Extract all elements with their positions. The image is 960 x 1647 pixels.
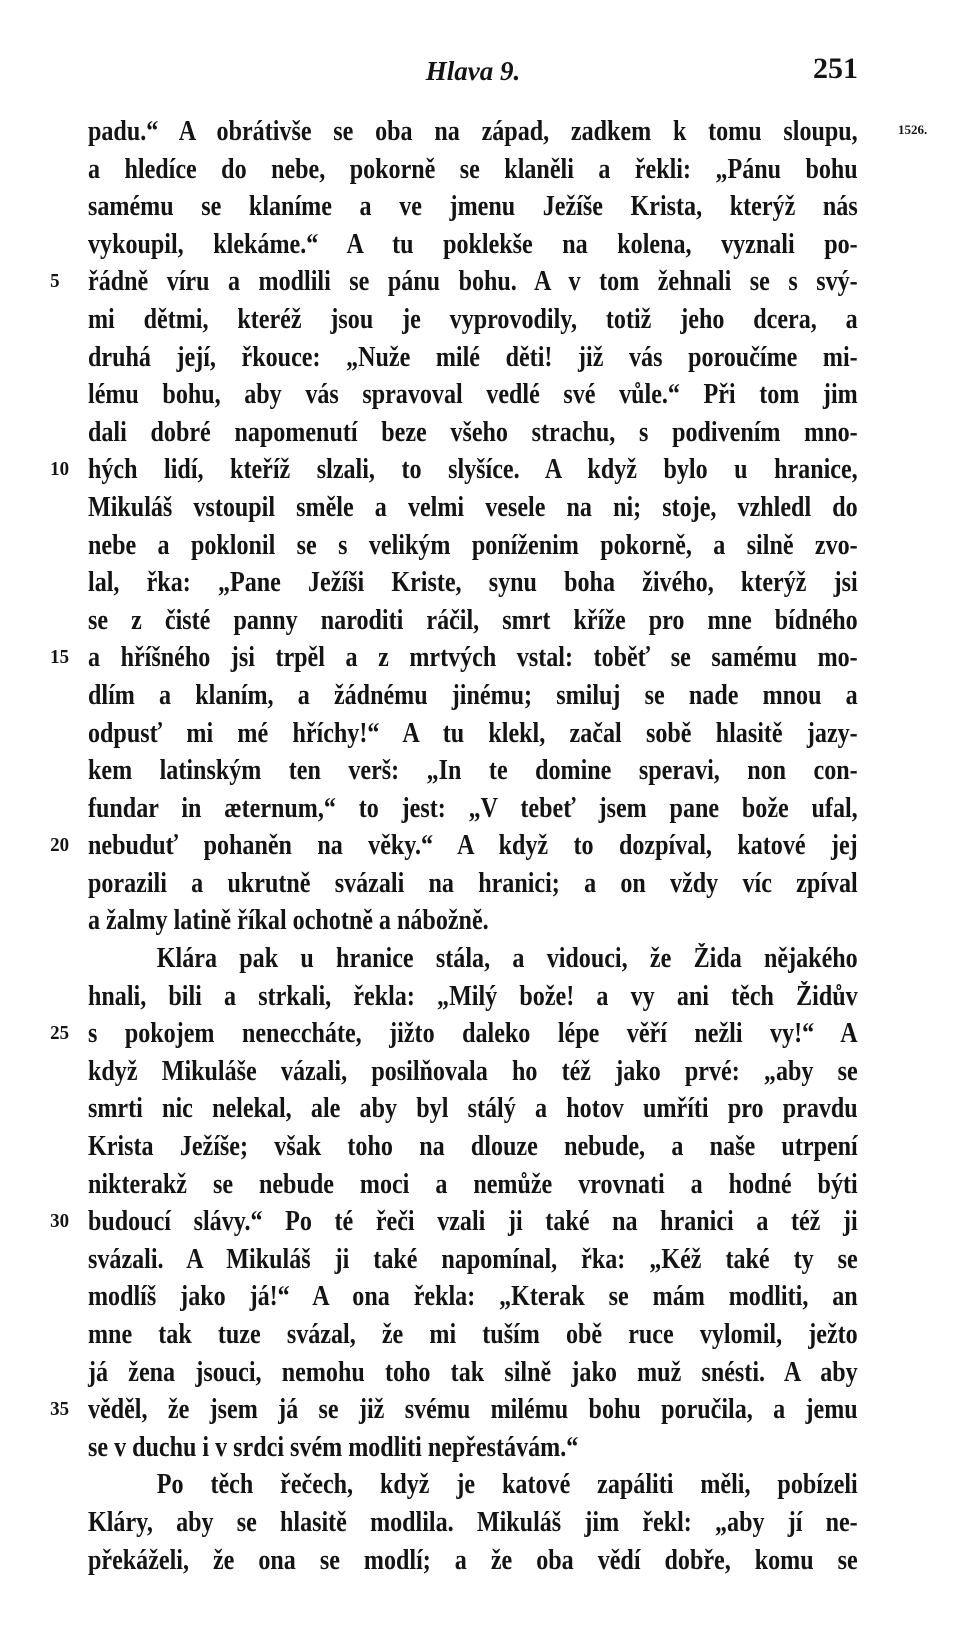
text-line (88, 376, 858, 414)
line-text: padu.“ A obrátivše se oba na západ, zadkem k tomu sloupu, (88, 116, 858, 147)
text-line (88, 226, 858, 264)
text-line (88, 489, 858, 527)
chapter-title: Hlava 9. (425, 56, 521, 86)
line-text: druhá její, řkouce: „Nuže milé děti! již vás poroučíme mi- (88, 341, 858, 373)
text-line (50, 451, 858, 489)
line-text: samému se klaníme a ve jmenu Ježíše Krista, kterýž nás (88, 191, 858, 223)
text-line (50, 639, 858, 677)
running-header (88, 52, 858, 92)
line-number: 20 (50, 834, 70, 857)
text-line (88, 301, 858, 339)
line-text: dlím a klaním, a žádnému jinému; smiluj se nade mnou a (88, 679, 858, 711)
text-line (50, 263, 858, 301)
text-line (88, 677, 858, 715)
line-text: se z čisté panny naroditi ráčil, smrt kříže pro mne bídného (88, 604, 858, 636)
text-line (88, 865, 858, 903)
page-number: 251 (813, 52, 858, 85)
line-text: a hledíce do nebe, pokorně se klaněli a řekli: „Pánu bohu (88, 153, 858, 185)
line-text: s pokojem neneccháte, jižto daleko lépe věří nežli vy!“ A (88, 1018, 858, 1050)
text-line (88, 1504, 858, 1542)
text-line (88, 564, 858, 602)
text-line (88, 1278, 858, 1316)
text-line (88, 188, 858, 226)
line-number: 25 (50, 1022, 70, 1045)
line-text: řádně víru a modlili se pánu bohu. A v tom žehnali se s svý- (88, 266, 858, 298)
line-text: Klára pak u hranice stála, a vidouci, že Žida nějakého (156, 943, 858, 975)
text-line (88, 978, 858, 1016)
line-text: a žalmy latině říkal ochotně a nábožně. (88, 905, 489, 937)
line-text: nikterakž se nebude moci a nemůže vrovnati a hodné býti (88, 1168, 858, 1200)
line-text: když Mikuláše vázali, posilňovala ho též jako prvé: „aby se (88, 1055, 858, 1087)
text-line (88, 339, 858, 377)
line-text: se v duchu i v srdci svém modliti nepřestávám.“ (88, 1431, 579, 1463)
text-line (88, 1053, 858, 1091)
line-text: lému bohu, aby vás spravoval vedlé své vůle.“ Při tom jim (88, 379, 858, 411)
line-number: 10 (50, 458, 70, 481)
text-line (88, 1466, 858, 1504)
line-text: hnali, bili a strkali, řekla: „Milý bože! a vy ani těch Židův (88, 980, 858, 1012)
line-number: 30 (50, 1210, 70, 1233)
text-line (88, 1166, 858, 1204)
text-line (88, 414, 858, 452)
text-line (88, 940, 858, 978)
body-text (50, 113, 858, 1579)
line-text: budoucí slávy.“ Po té řeči vzali ji také na hranici a též ji (88, 1206, 858, 1238)
line-text: překáželi, že ona se modlí; a že oba vědí dobře, komu se (88, 1544, 858, 1576)
text-line (50, 1391, 858, 1429)
text-line (88, 1090, 858, 1128)
text-line (88, 902, 750, 940)
text-line (88, 602, 858, 640)
line-text: kem latinským ten verš: „In te domine speravi, non con- (88, 755, 858, 787)
text-line (88, 527, 858, 565)
text-line (88, 1429, 750, 1467)
line-text: Po těch řečech, když je katové zapáliti měli, pobízeli (156, 1469, 858, 1501)
text-line (88, 790, 858, 828)
text-line (50, 827, 858, 865)
text-line (88, 752, 858, 790)
line-text: lal, řka: „Pane Ježíši Kriste, synu boha živého, kterýž jsi (88, 567, 858, 599)
text-line (88, 151, 858, 189)
line-text: Krista Ježíše; však toho na dlouze nebude, a naše utrpení (88, 1131, 858, 1163)
line-text: nebuduť pohaněn na věky.“ A když to dozpíval, katové jej (88, 830, 858, 862)
text-line (50, 1203, 858, 1241)
text-line (50, 1015, 858, 1053)
text-line (88, 1128, 858, 1166)
line-text: smrti nic nelekal, ale aby byl stálý a hotov umříti pro pravdu (88, 1093, 858, 1125)
line-text: dali dobré napomenutí beze všeho strachu, s podivením mno- (88, 416, 858, 448)
line-number: 5 (50, 270, 60, 293)
line-number: 15 (50, 646, 70, 669)
text-line (88, 715, 858, 753)
line-text: Mikuláš vstoupil směle a velmi vesele na ni; stoje, vzhledl do (88, 491, 858, 523)
margin-year-note: 1526. (898, 122, 928, 137)
line-text: fundar in æternum,“ to jest: „V tebeť jsem pane bože ufal, (88, 792, 858, 824)
text-line (88, 1354, 858, 1392)
line-number: 35 (50, 1398, 70, 1421)
text-line (88, 1316, 858, 1354)
line-text: a hříšného jsi trpěl a z mrtvých vstal: toběť se samému mo- (88, 642, 858, 674)
line-text: modlíš jako já!“ A ona řekla: „Kterak se mám modliti, an (88, 1281, 858, 1313)
text-line (88, 1542, 858, 1580)
text-line (88, 113, 858, 151)
line-text: Kláry, aby se hlasitě modlila. Mikuláš jim řekl: „aby jí ne- (88, 1506, 858, 1538)
line-text: já žena jsouci, nemohu toho tak silně jako muž snésti. A aby (88, 1356, 858, 1388)
line-text: hých lidí, kteříž slzali, to slyšíce. A když bylo u hranice, (88, 454, 858, 486)
line-text: vykoupil, klekáme.“ A tu poklekše na kolena, vyznali po- (88, 228, 858, 260)
line-text: věděl, že jsem já se již svému milému bohu poručila, a jemu (88, 1394, 858, 1426)
line-text: odpusť mi mé hříchy!“ A tu klekl, začal sobě hlasitě jazy- (88, 717, 858, 749)
line-text: porazili a ukrutně svázali na hranici; a on vždy víc zpíval (88, 867, 858, 899)
line-text: nebe a poklonil se s velikým poníženim pokorně, a silně zvo- (88, 529, 858, 561)
line-text: svázali. A Mikuláš ji také napomínal, řka: „Kéž také ty se (88, 1243, 858, 1275)
line-text: mne tak tuze svázal, že mi tuším obě ruce vylomil, ježto (88, 1319, 858, 1350)
text-line (88, 1241, 858, 1279)
line-text: mi dětmi, kteréž jsou je vyprovodily, totiž jeho dcera, a (88, 303, 858, 335)
